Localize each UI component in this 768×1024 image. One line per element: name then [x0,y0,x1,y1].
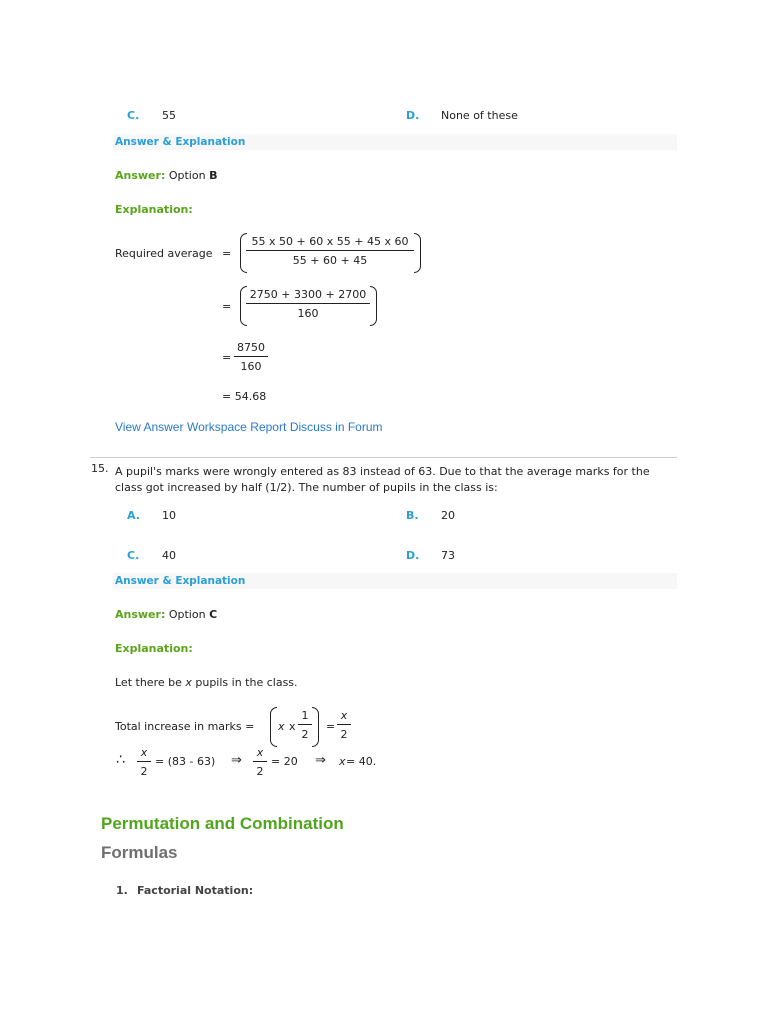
fraction-2-denominator: 160 [297,307,319,320]
option-c-value: 55 [162,109,176,122]
equals-sign: = [222,300,232,313]
equals-sign: = [222,351,232,364]
option-a-letter: A. [127,509,140,522]
option-b-value[interactable]: 20 [441,509,455,522]
fraction-2 [246,288,370,320]
implies-arrow: ⇒ [231,753,242,768]
section-title: Permutation and Combination [101,814,344,833]
fraction-2-numerator: 2750 + 3300 + 2700 [246,288,370,304]
answer-label: Answer: [115,608,166,621]
answer-explanation-link[interactable]: Answer & Explanation [113,573,677,589]
let-pre: Let there be [115,676,182,689]
divider [90,457,677,458]
answer-text: Option [168,169,206,182]
variable-x: x [339,755,346,768]
fraction-denominator: 2 [140,765,148,778]
answer-explanation-link[interactable]: Answer & Explanation [113,134,677,150]
final-answer: = 40. [346,755,377,768]
explanation-label: Explanation: [115,642,193,655]
answer-letter: C [209,608,218,621]
discuss-in-forum-link[interactable]: Discuss in Forum [289,420,383,434]
required-average-label: Required average [115,247,213,260]
option-d-value[interactable]: 73 [441,549,455,562]
action-links [115,420,383,434]
option-b-letter: B. [406,509,419,522]
right-paren [370,286,377,326]
question-number: 15. [91,462,109,475]
answer-letter: B [209,169,218,182]
fraction-denominator: 2 [301,728,309,741]
variable-x: x [278,720,285,733]
fraction-x-over-2 [337,709,351,741]
right-paren [312,707,319,747]
option-a-value[interactable]: 10 [162,509,176,522]
option-c-value[interactable]: 40 [162,549,176,562]
question-line-1: A pupil's marks were wrongly entered as 83 instead of 63. Due to that the average marks for the [115,465,650,478]
fraction-numerator: 1 [298,709,312,725]
fraction-1 [246,235,414,267]
option-c-letter: C. [127,109,140,122]
answer-line [115,608,217,621]
list-item-number: 1. [116,884,128,897]
times-sign: x [289,720,296,733]
fraction-x-over-2 [253,746,267,778]
question-line-2: class got increased by half (1/2). The number of pupils in the class is: [115,481,498,494]
fraction-denominator: 2 [340,728,348,741]
equals-sign: = [326,720,336,733]
fraction-1-denominator: 55 + 60 + 45 [292,254,368,267]
right-paren [414,233,421,273]
fraction-1-numerator: 55 x 50 + 60 x 55 + 45 x 60 [246,235,414,251]
fraction-3-numerator: 8750 [234,341,268,357]
equals-twenty: = 20 [271,755,298,768]
difference-expression: = (83 - 63) [155,755,216,768]
fraction-numerator: x [337,709,351,725]
option-d-letter: D. [406,109,420,122]
answer-label: Answer: [115,169,166,182]
let-post: pupils in the class. [195,676,298,689]
fraction-3-denominator: 160 [240,360,262,373]
report-link[interactable]: Report [250,420,287,434]
let-statement [115,676,298,689]
option-c-letter: C. [127,549,140,562]
explanation-label: Explanation: [115,203,193,216]
fraction-half [298,709,312,741]
fraction-numerator: x [253,746,267,762]
equals-sign: = [222,247,232,260]
answer-line [115,169,217,182]
workspace-link[interactable]: Workspace [186,420,247,434]
option-d-value: None of these [441,109,518,122]
left-paren [270,707,277,747]
section-subtitle: Formulas [101,843,178,862]
view-answer-link[interactable]: View Answer [115,420,184,434]
fraction-3 [234,341,268,373]
answer-text: Option [168,608,206,621]
variable-x: x [185,676,192,689]
factorial-notation-label: Factorial Notation: [137,884,254,897]
fraction-denominator: 2 [256,765,264,778]
fraction-numerator: x [137,746,151,762]
result: = 54.68 [222,390,267,403]
total-increase-label: Total increase in marks = [115,720,255,733]
therefore-symbol: ∴ [116,752,125,768]
fraction-x-over-2 [137,746,151,778]
implies-arrow: ⇒ [315,753,326,768]
option-d-letter: D. [406,549,420,562]
